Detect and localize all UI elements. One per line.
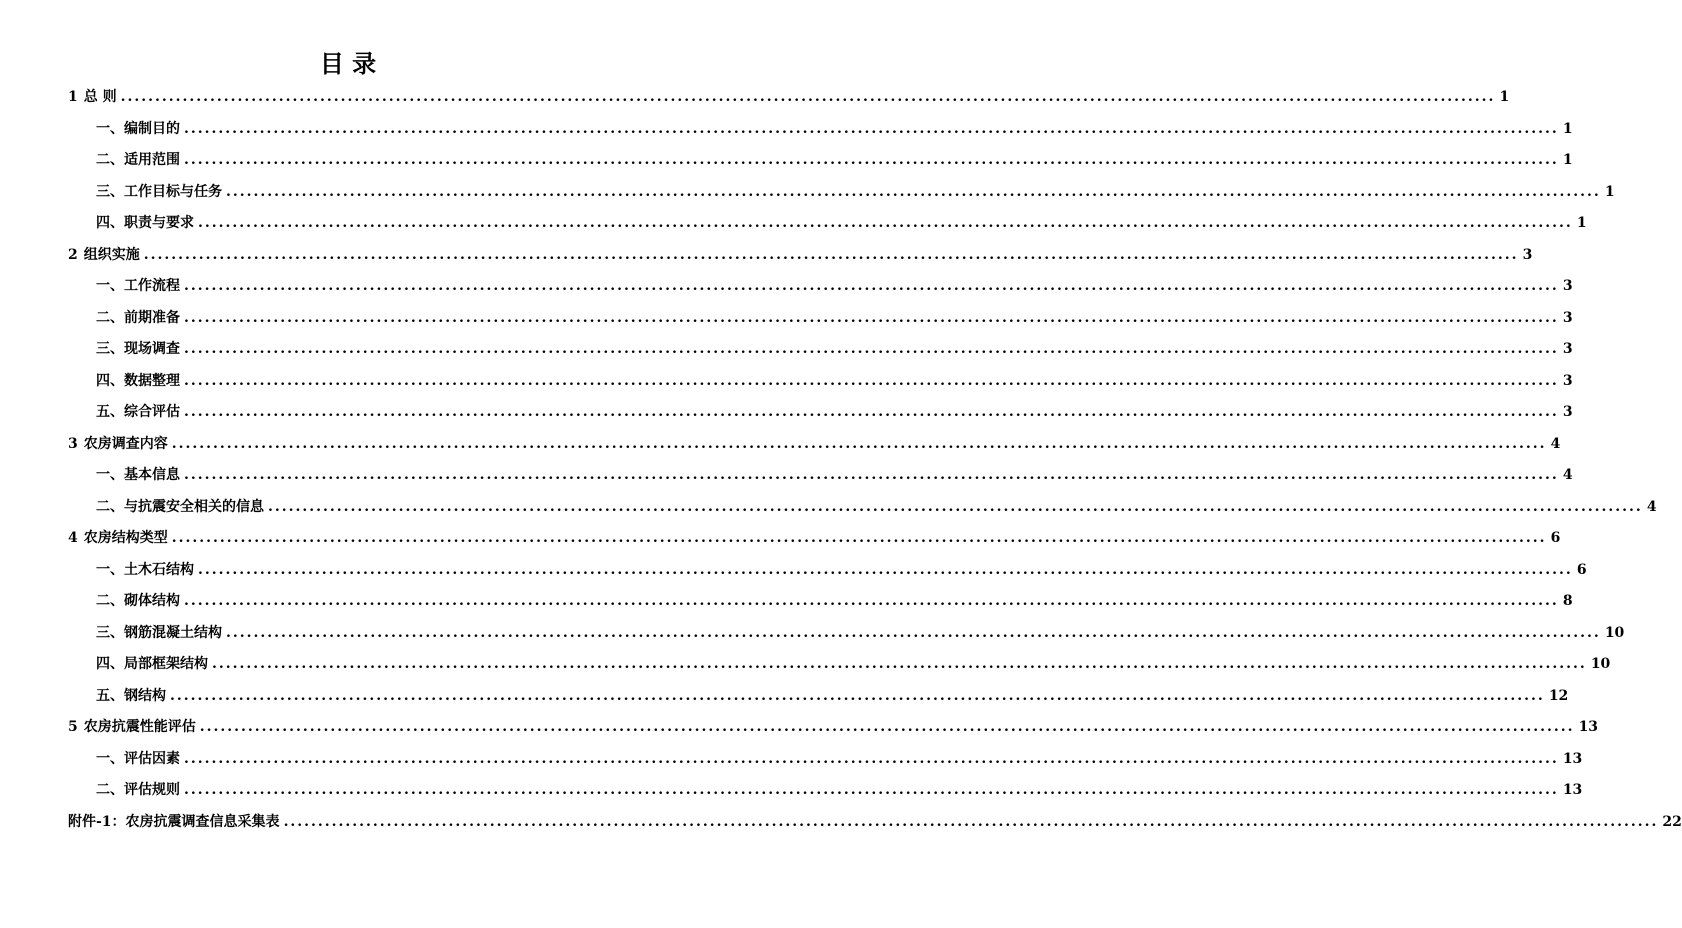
toc-entry-label: 工作目标与任务 [124,183,222,200]
toc-dot-leader: ........................................................................................................................................................................................................ [283,813,1659,830]
toc-entry[interactable] [96,587,1573,611]
toc-dot-leader: ........................................................................................................................................................................................................ [199,719,1575,735]
toc-dot-leader: ........................................................................................................................................................................................................ [143,246,1519,263]
toc-entry-label: 与抗震安全相关的信息 [124,498,264,515]
toc-entry[interactable] [68,713,1599,737]
toc-entry[interactable] [68,430,1561,454]
toc-entry-number: 五、 [96,404,124,420]
toc-entry-label: 数据整理 [124,372,180,389]
toc-entry-number: 四、 [96,215,124,231]
toc-entry-label: 基本信息 [124,467,180,483]
toc-entry-page-number: 12 [1548,687,1569,704]
toc-dot-leader: ........................................................................................................................................................................................................ [184,467,1559,483]
toc-entry-label: 农房结构类型 [83,530,168,546]
toc-entry-page-number: 13 [1562,782,1583,798]
toc-entry[interactable] [96,745,1583,769]
toc-entry-page-number: 13 [1578,719,1599,735]
toc-entry-label: 一、评估因素 [96,750,180,767]
toc-entry-page-number: 4 [1562,467,1573,483]
toc-entry-label: 现场调查 [124,341,180,357]
toc-entry-number: 一、 [96,278,124,294]
toc-entry-label: 钢筋混凝土结构 [124,624,222,641]
toc-entry-page-number: 3 [1562,278,1573,294]
toc-entry-page-number: 1 [1562,152,1573,168]
toc-dot-leader: ........................................................................................................................................................................................................ [184,278,1559,294]
toc-entry-label: 总 则 [83,89,117,105]
toc-entry[interactable] [68,524,1561,548]
toc-entry[interactable] [96,304,1573,328]
toc-entry[interactable] [96,335,1573,359]
toc-entry-number: 三、 [96,341,124,357]
toc-entry-label: 局部框架结构 [124,656,208,672]
toc-entry-label: 砌体结构 [124,593,180,609]
toc-entry-page-number: 4 [1646,498,1657,515]
toc-entry-number: 4 [68,530,78,546]
toc-dot-leader: ........................................................................................................................................................................................................ [184,750,1559,767]
toc-dot-leader: ........................................................................................................................................................................................................ [198,215,1573,231]
toc-entry-page-number: 10 [1604,624,1625,641]
toc-entry-number: 一、 [96,561,124,578]
toc-entry[interactable] [96,398,1573,422]
toc-entry[interactable] [96,556,1587,580]
toc-dot-leader: ........................................................................................................................................................................................................ [184,152,1559,168]
toc-dot-leader: ........................................................................................................................................................................................................ [184,593,1559,609]
toc-entry-page-number: 1 [1576,215,1587,231]
toc-entry-page-number: 3 [1562,309,1573,326]
toc-title: 目 录 [319,49,377,78]
toc-entry-page-number: 22 [1662,813,1682,830]
toc-entry-number: 四、 [96,656,124,672]
toc-entry-label: 职责与要求 [124,215,194,231]
toc-dot-leader: ........................................................................................................................................................................................................ [184,309,1559,326]
toc-entry-page-number: 1 [1562,120,1573,137]
toc-dot-leader: ........................................................................................................................................................................................................ [184,782,1559,798]
toc-entry[interactable] [68,808,1682,832]
toc-dot-leader: ........................................................................................................................................................................................................ [120,89,1496,105]
toc-dot-leader: ........................................................................................................................................................................................................ [170,687,1545,704]
toc-dot-leader: ........................................................................................................................................................................................................ [184,404,1559,420]
toc-dot-leader: ........................................................................................................................................................................................................ [171,530,1547,546]
toc-entry-page-number: 6 [1550,530,1561,546]
toc-dot-leader: ........................................................................................................................................................................................................ [184,120,1559,137]
toc-entry-label: 编制目的 [124,120,180,137]
toc-entry-page-number: 1 [1604,183,1615,200]
toc-entry[interactable] [96,367,1573,391]
toc-entry[interactable] [96,650,1611,674]
toc-entry-page-number: 6 [1576,561,1587,578]
toc-entry-label: 前期准备 [124,309,180,326]
toc-entry-number: 3 [68,435,78,452]
toc-entry-label: 二、评估规则 [96,782,180,798]
toc-dot-leader: ........................................................................................................................................................................................................ [184,372,1559,389]
toc-entry-page-number: 3 [1562,404,1573,420]
toc-entry-label: 农房抗震性能评估 [83,719,196,735]
toc-entry[interactable] [68,83,1510,107]
toc-entry-number: 二、 [96,593,124,609]
toc-entry-label: 综合评估 [124,404,180,420]
toc-entry-page-number: 1 [1499,89,1510,105]
toc-entry-page-number: 10 [1590,656,1611,672]
toc-entry-page-number: 13 [1562,750,1583,767]
toc-entry-page-number: 3 [1522,246,1533,263]
toc-entry-number: 5 [68,719,78,735]
toc-entry[interactable] [96,209,1587,233]
toc-entry-number: 五、 [96,687,124,704]
toc-entry-number: 2 [68,246,78,263]
toc-entry-label: 钢结构 [124,687,166,704]
toc-entry[interactable] [96,146,1573,170]
toc-entry-label: 工作流程 [124,278,180,294]
toc-entry-number: 一、 [96,467,124,483]
toc-entry-number: 一、 [96,120,124,137]
toc-dot-leader: ........................................................................................................................................................................................................ [212,656,1587,672]
toc-entry-label: 农房调查内容 [83,435,168,452]
toc-entry-label: 附件-1：农房抗震调查信息采集表 [68,813,280,830]
toc-dot-leader: ........................................................................................................................................................................................................ [226,624,1601,641]
toc-dot-leader: ........................................................................................................................................................................................................ [171,435,1547,452]
toc-entry[interactable] [96,619,1625,643]
toc-dot-leader: ........................................................................................................................................................................................................ [268,498,1643,515]
toc-entry[interactable] [96,776,1583,800]
toc-dot-leader: ........................................................................................................................................................................................................ [198,561,1573,578]
toc-entry[interactable] [96,178,1615,202]
toc-entry[interactable] [96,115,1573,139]
toc-entry-page-number: 4 [1550,435,1561,452]
toc-entry-number: 1 [68,89,78,105]
toc-entry-number: 二、 [96,152,124,168]
toc-entry-number: 四、 [96,372,124,389]
toc-entry-page-number: 3 [1562,372,1573,389]
toc-entry-label: 组织实施 [83,246,140,263]
toc-dot-leader: ........................................................................................................................................................................................................ [226,183,1601,200]
toc-entry[interactable] [96,493,1657,517]
toc-entry-number: 三、 [96,183,124,200]
toc-entry[interactable] [96,682,1569,706]
toc-entry-page-number: 8 [1562,593,1573,609]
toc-entry-page-number: 3 [1562,341,1573,357]
toc-entry-number: 二、 [96,309,124,326]
toc-entry[interactable] [68,241,1533,265]
toc-entry[interactable] [96,461,1573,485]
toc-entry[interactable] [96,272,1573,296]
toc-entry-number: 二、 [96,498,124,515]
toc-entry-label: 适用范围 [124,152,180,168]
toc-entry-number: 三、 [96,624,124,641]
toc-dot-leader: ........................................................................................................................................................................................................ [184,341,1559,357]
toc-entry-label: 土木石结构 [124,561,194,578]
